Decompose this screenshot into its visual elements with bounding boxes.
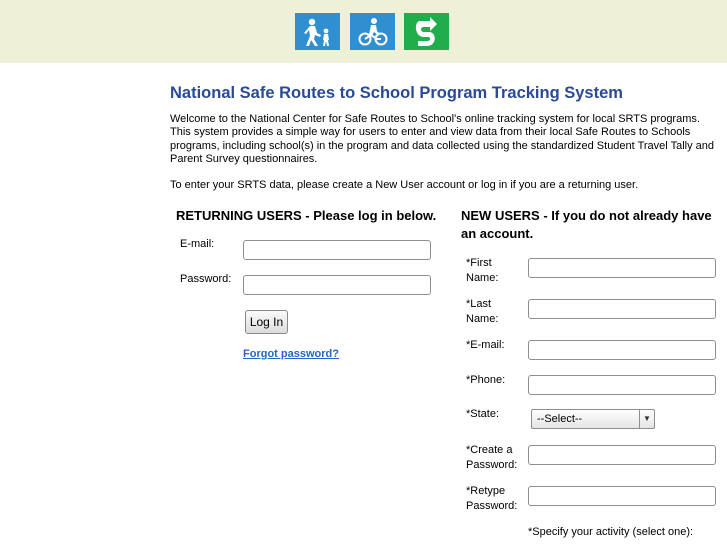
login-password-label: Password: xyxy=(180,273,232,285)
login-email-label: E-mail: xyxy=(180,238,215,250)
chevron-down-icon[interactable]: ▼ xyxy=(639,410,654,428)
first-name-input[interactable] xyxy=(528,258,716,278)
login-button[interactable]: Log In xyxy=(245,310,288,334)
activity-label: *Specify your activity (select one): xyxy=(528,526,694,538)
page-title: National Safe Routes to School Program Tracking System xyxy=(170,84,623,102)
state-select-value: --Select-- xyxy=(537,413,583,425)
last-name-input[interactable] xyxy=(528,299,716,319)
new-email-label: *E-mail: xyxy=(466,339,505,351)
route-logo xyxy=(404,13,449,50)
new-users-heading: NEW USERS - If you do not already have an account. xyxy=(461,208,712,241)
walking-logo xyxy=(295,13,340,50)
state-select[interactable] xyxy=(531,409,655,429)
retype-password-label: *Retype Password: xyxy=(466,485,518,512)
retype-password-input[interactable] xyxy=(528,486,716,506)
last-name-label: *Last Name: xyxy=(466,298,499,325)
walking-icon xyxy=(301,17,335,47)
phone-input[interactable] xyxy=(528,375,716,395)
intro-text: Welcome to the National Center for Safe Routes to School's online tracking system for local SRTS programs. This system provides a simple way for users to enter and view data from their local Safe Routes to Schools programs, including school(s) in the program and data collected using the standardized Student Travel Tally and Parent Survey questionnaires. xyxy=(170,113,715,165)
login-password-input[interactable] xyxy=(243,275,431,295)
first-name-label: *First Name: xyxy=(466,257,499,284)
route-icon xyxy=(410,16,444,48)
new-email-input[interactable] xyxy=(528,340,716,360)
login-email-input[interactable] xyxy=(243,240,431,260)
state-label: *State: xyxy=(466,408,500,420)
site-header xyxy=(0,0,727,63)
create-password-label: *Create a Password: xyxy=(466,444,518,471)
bicycle-icon xyxy=(356,17,390,47)
bicycle-logo xyxy=(350,13,395,50)
create-password-input[interactable] xyxy=(528,445,716,465)
forgot-password-link[interactable]: Forgot password? xyxy=(243,348,339,360)
returning-users-heading: RETURNING USERS - Please log in below. xyxy=(176,208,437,223)
instruction-text: To enter your SRTS data, please create a New User account or log in if you are a returning user. xyxy=(170,179,639,191)
phone-label: *Phone: xyxy=(466,374,506,386)
